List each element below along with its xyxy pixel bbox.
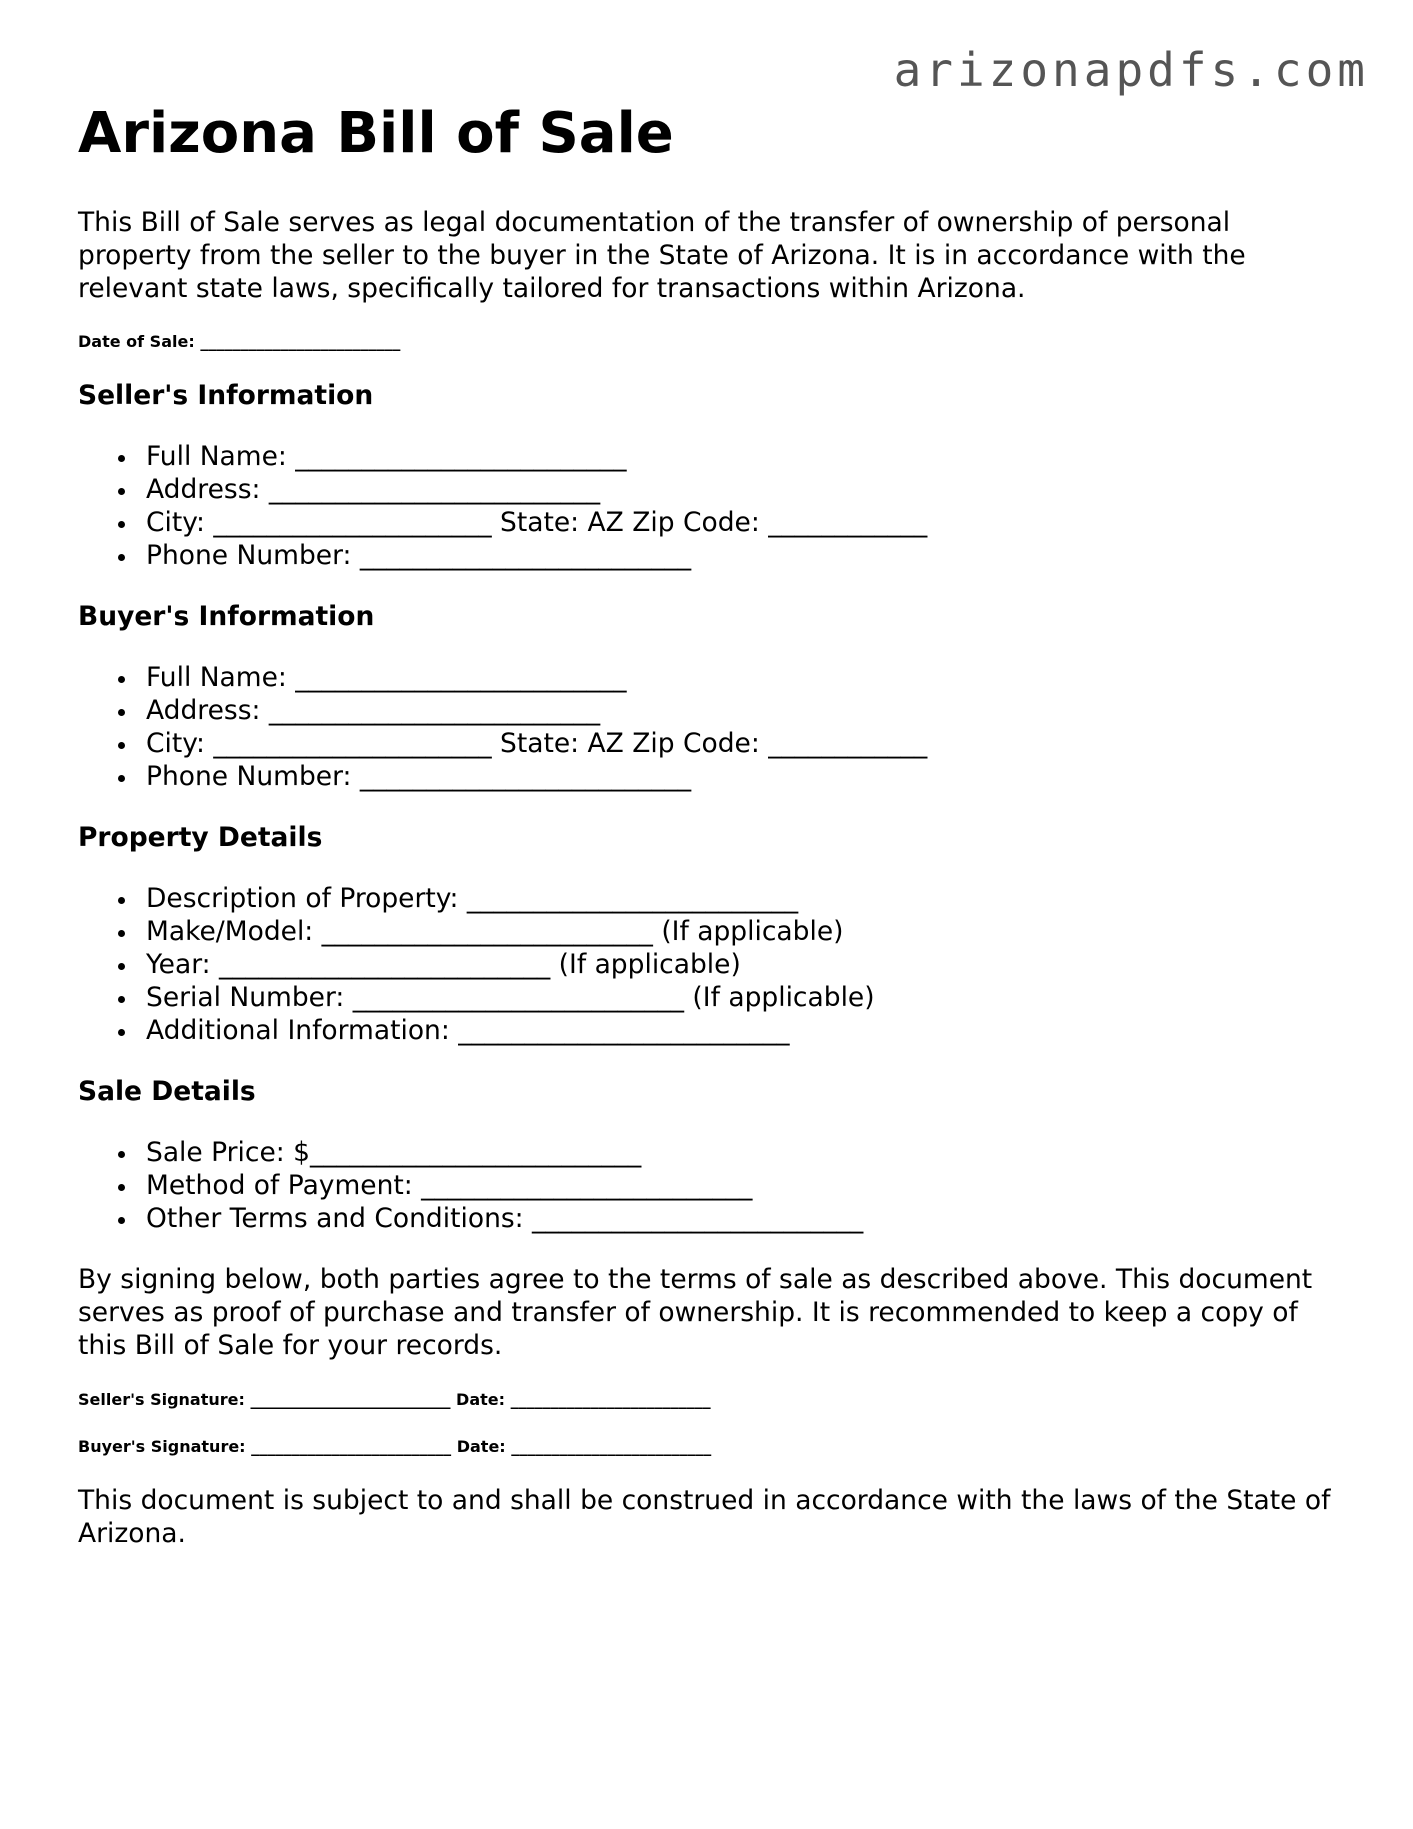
sale-details-list [78, 1136, 1338, 1235]
seller-phone: Phone Number: _________________________ [78, 539, 1338, 572]
sale-other-terms: Other Terms and Conditions: _________________________ [78, 1202, 1338, 1235]
buyer-city-state-zip: City: _____________________ State: AZ Zip Code: ____________ [78, 727, 1338, 760]
seller-city-state-zip: City: _____________________ State: AZ Zip Code: ____________ [78, 506, 1338, 539]
seller-info-list [78, 440, 1338, 572]
document-title: Arizona Bill of Sale [78, 101, 674, 166]
buyer-heading: Buyer's Information [78, 601, 375, 632]
property-serial-number: Serial Number: _________________________ (If applicable) [78, 981, 1338, 1014]
buyer-signature-line: Buyer's Signature: _________________________ Date: _________________________ [78, 1437, 712, 1456]
site-watermark: arizonapdfs.com [893, 43, 1369, 97]
sale-price: Sale Price: $_________________________ [78, 1136, 1338, 1169]
property-details-list [78, 882, 1338, 1047]
buyer-phone: Phone Number: _________________________ [78, 760, 1338, 793]
seller-signature-line: Seller's Signature: _________________________ Date: _________________________ [78, 1390, 711, 1409]
footer-paragraph: This document is subject to and shall be construed in accordance with the laws of the State of Arizona. [78, 1485, 1331, 1549]
date-of-sale-line [78, 332, 1338, 351]
seller-full-name: Full Name: _________________________ [78, 440, 1338, 473]
sale-payment-method: Method of Payment: _________________________ [78, 1169, 1338, 1202]
property-year: Year: _________________________ (If applicable) [78, 948, 1338, 981]
property-description: Description of Property: _________________________ [78, 882, 1338, 915]
property-additional-info: Additional Information: _________________________ [78, 1014, 1338, 1047]
closing-paragraph: By signing below, both parties agree to the terms of sale as described above. This document serves as proof of purchase and transfer of ownership. It is recommended to keep a copy of this Bill of Sale for your records. [78, 1264, 1313, 1361]
sale-heading: Sale Details [78, 1076, 256, 1107]
property-make-model: Make/Model: _________________________ (If applicable) [78, 915, 1338, 948]
buyer-full-name: Full Name: _________________________ [78, 661, 1338, 694]
date-of-sale-label: Date of Sale: [78, 332, 195, 351]
date-of-sale-blank: _________________________ [200, 332, 401, 351]
seller-address: Address: _________________________ [78, 473, 1338, 506]
intro-paragraph: This Bill of Sale serves as legal documentation of the transfer of ownership of personal property from the seller to the buyer in the State of Arizona. It is in accordance with the relevant state laws, specifically tailored for transactions within Arizona. [78, 207, 1246, 304]
seller-heading: Seller's Information [78, 380, 374, 411]
bill-of-sale-document [78, 102, 1338, 1550]
buyer-address: Address: _________________________ [78, 694, 1338, 727]
buyer-info-list [78, 661, 1338, 793]
property-heading: Property Details [78, 822, 323, 853]
